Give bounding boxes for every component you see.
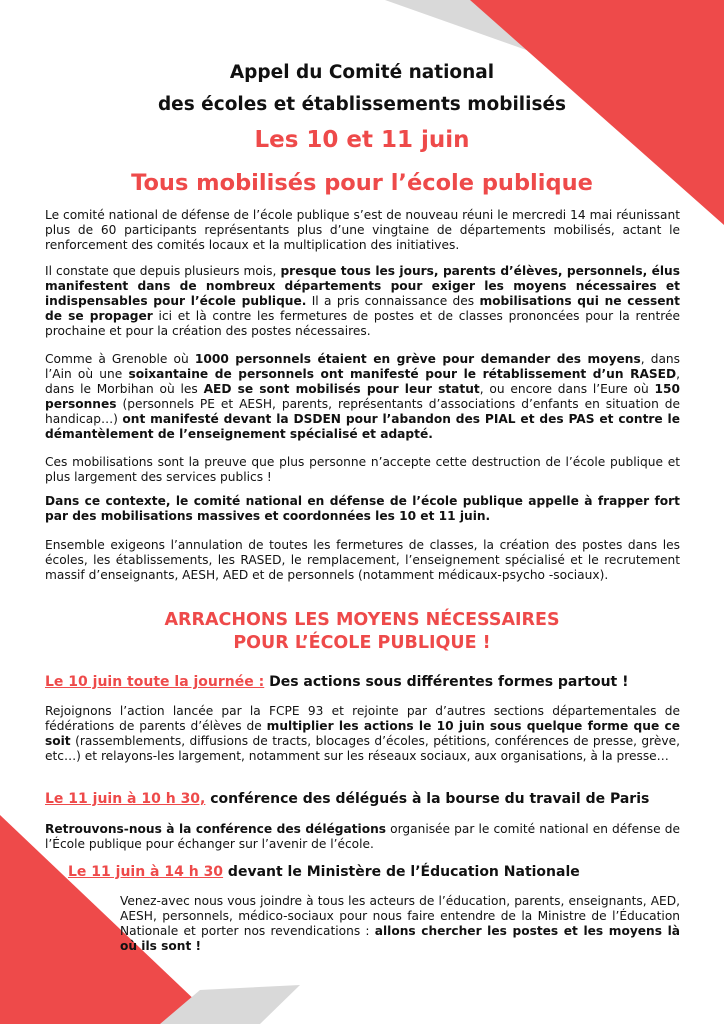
text: , dans le Morbihan où les	[45, 367, 680, 396]
title-line-1: Appel du Comité national	[229, 62, 495, 83]
bold-text: mobilisations qui ne cessent de se propager	[45, 294, 680, 323]
text: , dans l’Ain où une	[45, 352, 681, 381]
bold-text: AED se sont mobilisés pour leur statut	[203, 382, 480, 396]
bold-text: multiplier les actions le 10 juin sous quelque forme que ce soit	[45, 719, 680, 748]
text: , ou encore dans l’Eure où	[479, 382, 655, 396]
dates-heading: Les 10 et 11 juin	[254, 127, 470, 153]
bold-text: presque tous les jours, parents d’élèves, personnels, élus manifestent dans de nombreux départements pour exiger les moyens nécessaires et indispensables pour l’école publique.	[45, 264, 680, 308]
text: (personnels PE et AESH, parents, représentants d’associations d’enfants en situation de handicap…)	[45, 397, 680, 426]
text: (rassemblements, diffusions de tracts, blocages d’écoles, pétitions, conférences de presse, grève, etc…) et relayons-les largement, notamment sur les réseaux sociaux, aux organisations, à la presse…	[45, 734, 680, 763]
bold-text: allons chercher les postes et les moyens là où ils sont !	[120, 924, 680, 953]
bold-text: Retrouvons-nous à la conférence des délégations	[45, 822, 387, 836]
text: Il a pris connaissance des	[306, 294, 480, 308]
june10-heading	[45, 674, 629, 690]
paragraph-mobilisation	[45, 264, 680, 339]
june11-morning-title: conférence des délégués à la bourse du travail de Paris	[205, 791, 650, 807]
june10-label: Le 10 juin toute la journée :	[45, 674, 265, 690]
text: Rejoignons l’action lancée par la FCPE 93 et rejointe par d’autres sections départementales de fédérations de parents d’élèves de	[45, 704, 680, 733]
callout-line-2: POUR L’ÉCOLE PUBLIQUE !	[233, 633, 491, 653]
text: Venez-avec nous vous joindre à tous les acteurs de l’éducation, parents, enseignants, AED, AESH, personnels, médico-sociaux pour nous faire entendre de la Ministre de l’Éducation Nationale et porter nos revendications :	[120, 894, 680, 938]
bold-text: 150 personnes	[45, 382, 680, 411]
callout-line-1: ARRACHONS LES MOYENS NÉCESSAIRES	[164, 610, 560, 630]
june11-afternoon-heading	[68, 864, 580, 880]
bold-text: 1000 personnels étaient en grève pour demander des moyens	[194, 352, 641, 366]
title-line-2: des écoles et établissements mobilisés	[157, 94, 567, 115]
text: Comme à Grenoble où	[45, 352, 195, 366]
bold-text: soixantaine de personnels ont manifesté pour le rétablissement d’un RASED	[128, 367, 677, 381]
june11-afternoon-title: devant le Ministère de l’Éducation Nationale	[223, 864, 580, 880]
june11-morning-body	[45, 822, 680, 852]
paragraph-demands: Ensemble exigeons l’annulation de toutes les fermetures de classes, la création des postes dans les écoles, les établissements, les RASED, le remplacement, l’enseignement spécialisé et le recrutement massif d’enseignants, AESH, AED et de personnels (notamment médicaux-psycho -sociaux).	[45, 538, 680, 582]
paragraph-examples	[45, 352, 680, 442]
june10-title: Des actions sous différentes formes partout !	[264, 674, 629, 690]
paragraph-call: Dans ce contexte, le comité national en défense de l’école publique appelle à frapper fort par des mobilisations massives et coordonnées les 10 et 11 juin.	[45, 494, 680, 523]
june11-morning-label: Le 11 juin à 10 h 30,	[45, 791, 206, 807]
bold-text: ont manifesté devant la DSDEN pour l’abandon des PIAL et des PAS et contre le démantèlement de l’enseignement spécialisé et adapté.	[45, 412, 680, 441]
june11-afternoon-label: Le 11 juin à 14 h 30	[68, 864, 224, 880]
slogan-heading: Tous mobilisés pour l’école publique	[131, 170, 593, 196]
june10-body	[45, 704, 680, 764]
text: Il constate que depuis plusieurs mois,	[45, 264, 281, 278]
june11-morning-heading	[45, 791, 649, 807]
paragraph-proof: Ces mobilisations sont la preuve que plus personne n’accepte cette destruction de l’école publique et plus largement des services publics !	[45, 455, 680, 484]
june11-afternoon-body	[120, 894, 680, 954]
paragraph-intro: Le comité national de défense de l’école publique s’est de nouveau réuni le mercredi 14 mai réunissant plus de 60 participants représentants plus d’une vingtaine de départements mobilisés, actant le renforcement des comités locaux et la multiplication des initiatives.	[45, 208, 680, 252]
text: ici et là contre les fermetures de postes et de classes prononcées pour la rentrée prochaine et pour la création des postes nécessaires.	[45, 309, 680, 338]
text: organisée par le comité national en défense de l’École publique pour échanger sur l’avenir de l’école.	[45, 822, 680, 851]
